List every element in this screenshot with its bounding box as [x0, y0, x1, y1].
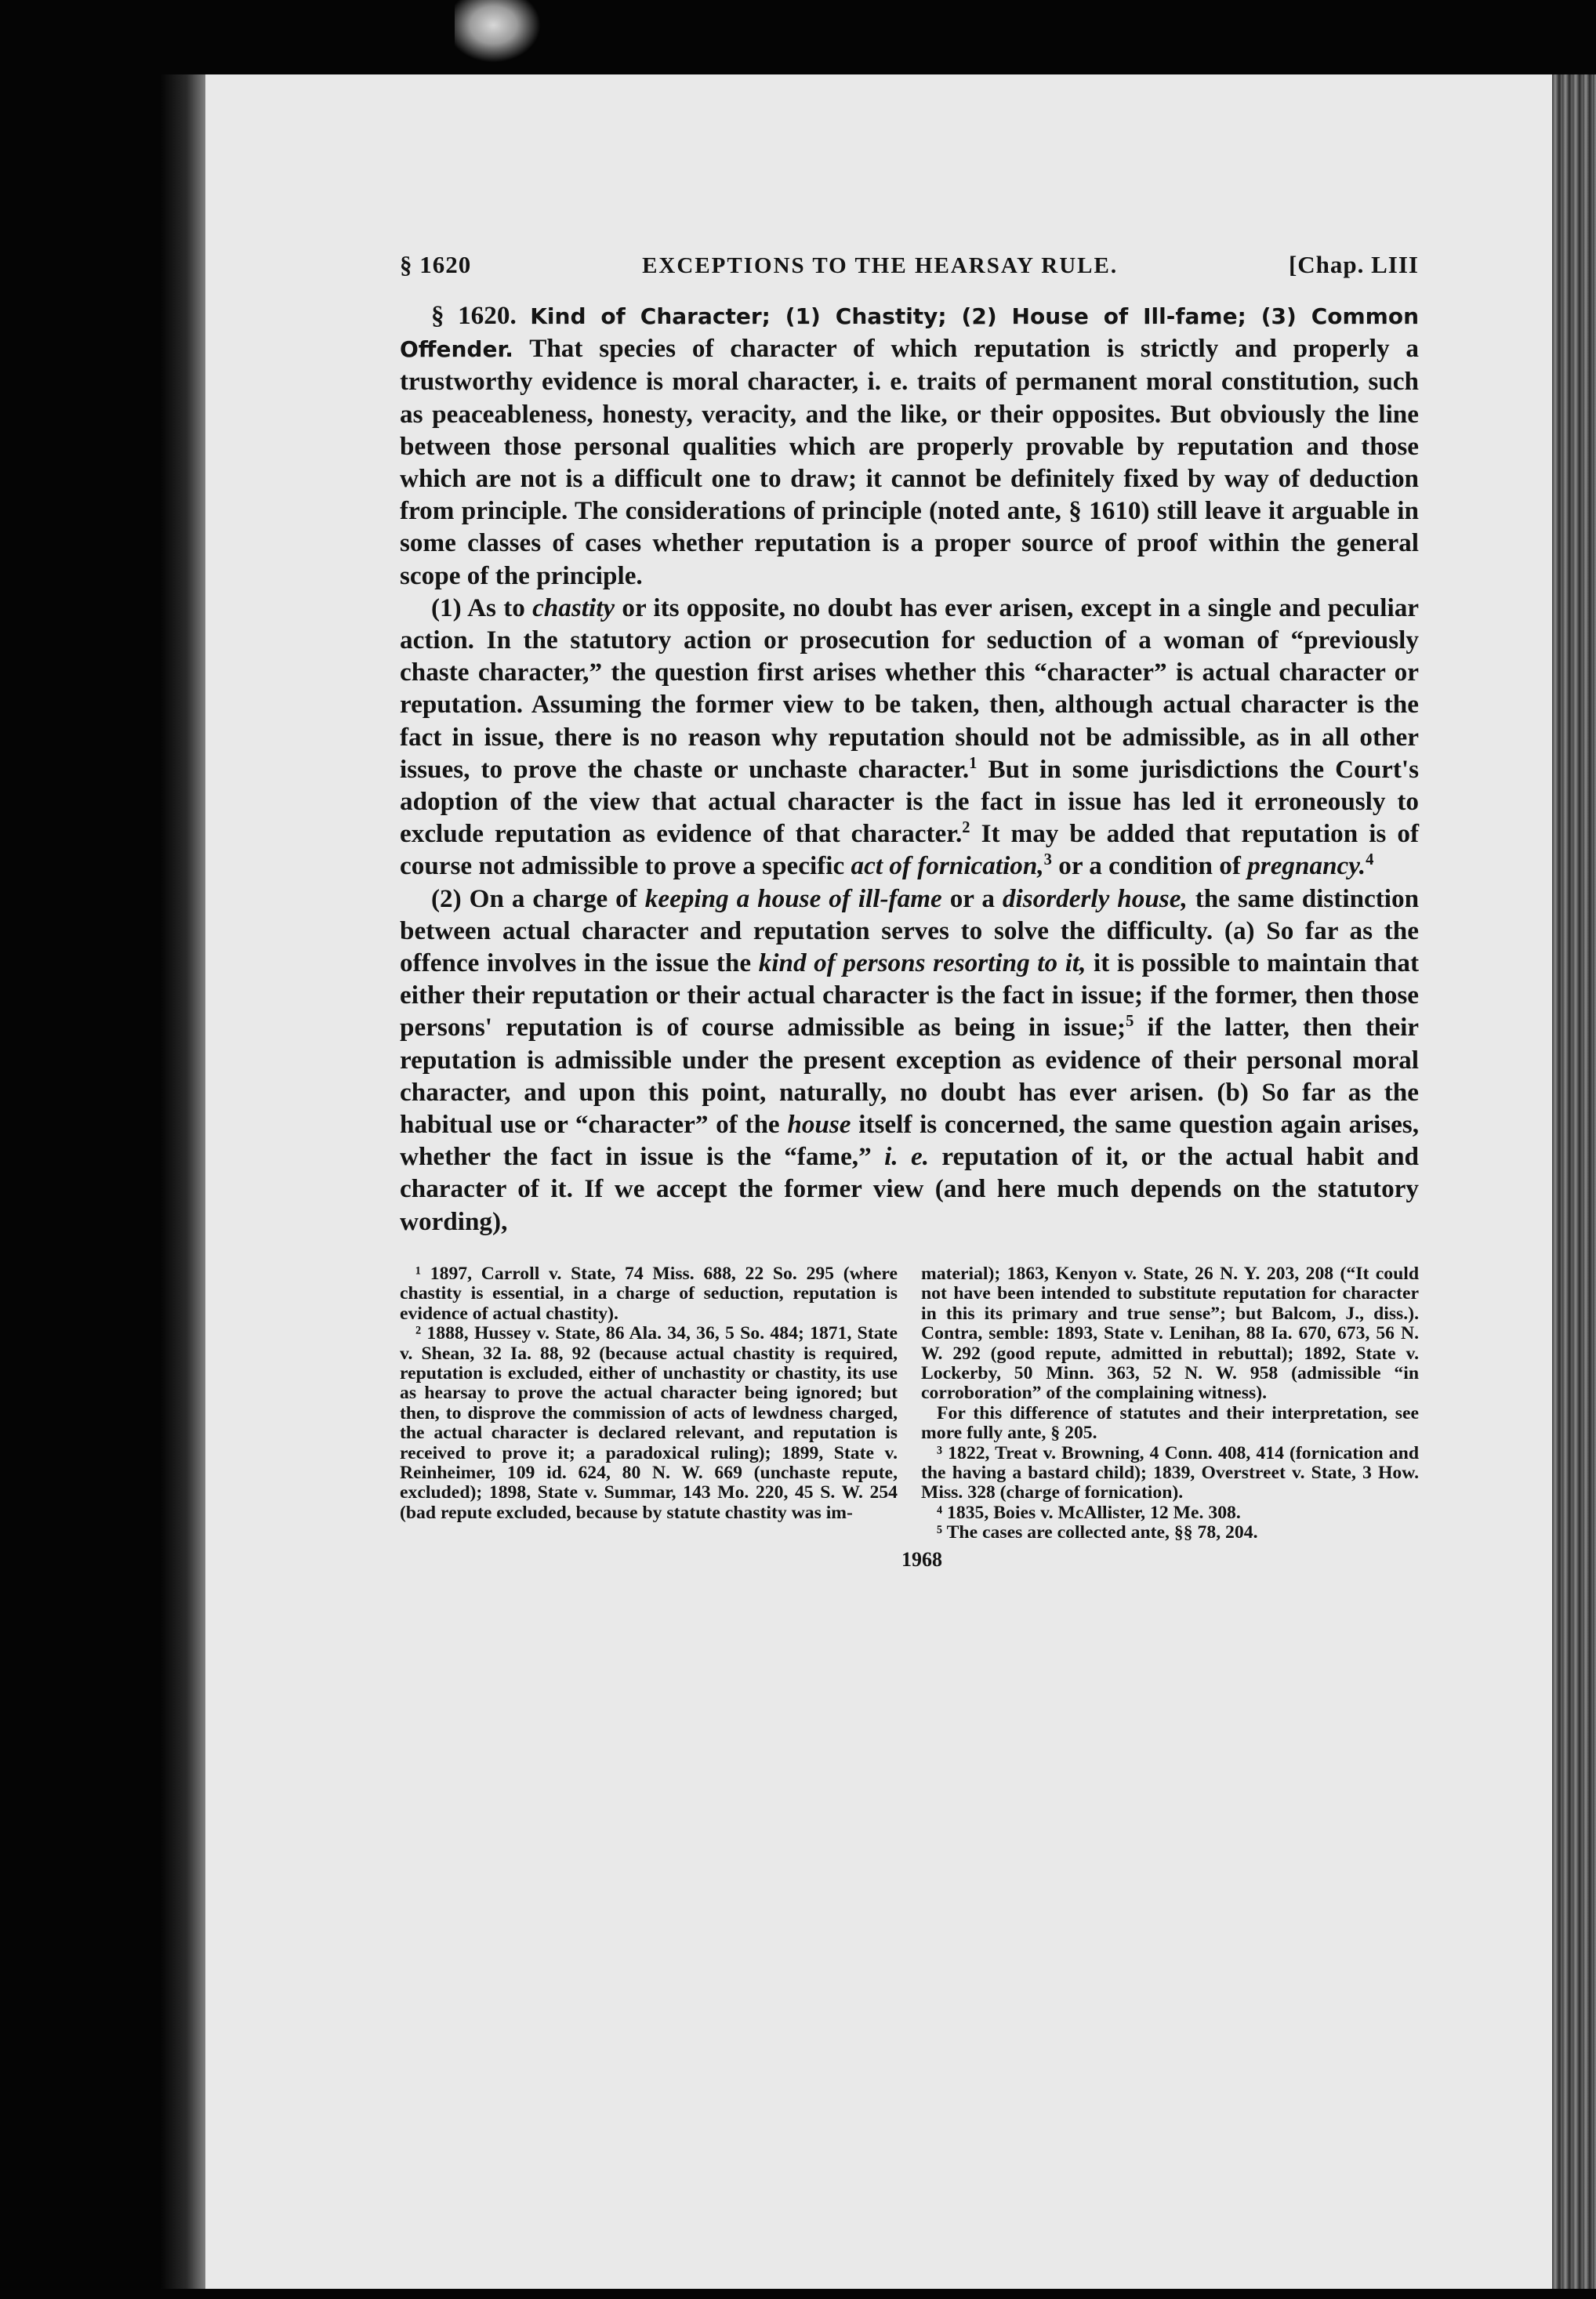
text-run: the same distinction between actual character and reputation serves to solve the difficulty. (a) So far as the offence involves in the issue the	[400, 883, 1420, 978]
footnote-ref: 4	[1366, 851, 1374, 869]
italic-run: act of fornication,	[851, 851, 1044, 881]
italic-run: chastity	[532, 593, 615, 622]
footnotes-right-column	[921, 1264, 1419, 1543]
italic-run: house	[787, 1110, 851, 1140]
running-head-section: § 1620	[400, 251, 472, 278]
italic-run: keeping a house of ill-fame	[644, 883, 942, 913]
footnote-ref: 2	[962, 819, 970, 837]
section-intro-text: That species of character of which reputation is strictly and properly a trustworthy evidence is moral character, i. e. traits of permanent moral constitution, such as peaceableness, honesty, veracity, and the like, or their opposites. But obviously the line between those personal qualities which are properly provable by reputation and those which are not is a difficult one to draw; it cannot be definitely fixed by way of deduction from principle. The considerations of principle (noted ante, § 1610) still leave it arguable in some classes of cases whether reputation is a proper source of proof within the general scope of the principle.	[400, 334, 1420, 590]
footnote-4: ⁴ 1835, Boies v. McAllister, 12 Me. 308.	[937, 1502, 1241, 1523]
page-content	[400, 251, 1419, 1572]
running-head	[400, 251, 1419, 279]
footnote-2-continued: material); 1863, Kenyon v. State, 26 N. Y. 203, 208 (“It could not have been intended to substitute reputation for character in this its primary and true sense”; but Balcom, J., diss.). Contra, semble: 1893, State v. Lenihan, 88 Ia. 670, 673, 56 N. W. 292 (good repute, admitted in rebuttal); 1892, State v. Lockerby, 50 Minn. 363, 52 N. W. 958 (admissible “in corroboration” of the complaining witness).	[921, 1263, 1419, 1404]
section-intro-paragraph	[400, 299, 1419, 592]
footnote-ref: 5	[1126, 1013, 1134, 1031]
paragraph-chastity	[400, 592, 1419, 883]
text-run: or a	[949, 883, 995, 913]
text-run: (2) On a charge of	[431, 883, 637, 913]
footnote-1: ¹ 1897, Carroll v. State, 74 Miss. 688, 22 So. 295 (where chastity is essential, in a charge of seduction, reputation is evidence of actual chastity).	[400, 1263, 898, 1324]
running-head-chapter: [Chap. LIII	[1288, 251, 1419, 278]
footnotes	[400, 1264, 1419, 1543]
text-run: (1) As to	[431, 593, 525, 622]
footnote-2-note: For this difference of statutes and their interpretation, see more fully ante, § 205.	[921, 1402, 1419, 1444]
section-heading: Kind of Character; (1) Chastity; (2) House of Ill-fame; (3) Common Offender.	[400, 303, 1420, 363]
text-run: itself is concerned, the same question again arises, whether the fact in issue is the “fame,”	[400, 1110, 1420, 1172]
footnote-2: ² 1888, Hussey v. State, 86 Ala. 34, 36, 5 So. 484; 1871, State v. Shean, 32 Ia. 88, 92 (because actual chastity is required, reputation is excluded, either of unchastity or chastity, its use as hearsay to prove the actual character being ignored; but then, to disprove the commission of acts of lewdness charged, the actual character is declared relevant, and reputation is received to prove it; a paradoxical ruling); 1899, State v. Reinheimer, 109 id. 624, 80 N. W. 669 (unchaste repute, excluded); 1898, State v. Summar, 143 Mo. 220, 45 S. W. 254 (bad repute excluded, because by statute chastity was im-	[400, 1323, 898, 1523]
text-run: it is possible to maintain that either their reputation or their actual character is the fact in issue; if the former, then those persons' reputation is of course admissible as being in issue;	[400, 948, 1420, 1043]
text-run: or a condition of	[1058, 851, 1241, 881]
footnote-3: ³ 1822, Treat v. Browning, 4 Conn. 408, 414 (fornication and the having a bastard child); 1839, Overstreet v. State, 3 How. Miss. 328 (charge of fornication).	[921, 1442, 1419, 1503]
page-gutter-shadow	[161, 74, 208, 2289]
footnote-ref: 3	[1043, 851, 1052, 869]
italic-run: i. e.	[884, 1142, 930, 1172]
page-number: 1968	[901, 1547, 942, 1571]
text-run: But in some jurisdictions the Court's adoption of the view that actual character is the fact in issue has led it erroneously to exclude reputation as evidence of that character.	[400, 754, 1419, 849]
italic-run: pregnancy.	[1247, 851, 1366, 881]
section-number: § 1620.	[431, 301, 517, 330]
scan-artifact	[455, 0, 541, 63]
footnote-ref: 1	[969, 754, 978, 772]
running-head-title: EXCEPTIONS TO THE HEARSAY RULE.	[642, 253, 1119, 278]
text-run: reputation of it, or the actual habit and character of it. If we accept the former view (and here much depends on the statutory wording),	[400, 1142, 1419, 1236]
italic-run: disorderly house,	[1002, 883, 1188, 913]
body-text	[400, 299, 1419, 1238]
text-run: or its opposite, no doubt has ever arisen, except in a single and peculiar action. In the statutory action or prosecution for seduction of a woman of “previously chaste character,” the question first arises whether this “character” is actual character or reputation. Assuming the former view to be taken, then, although actual character is the fact in issue, there is no reason why reputation should not be admissible, as in all other issues, to prove the chaste or unchaste character.	[400, 593, 1420, 784]
footnote-5: ⁵ The cases are collected ante, §§ 78, 204.	[937, 1522, 1258, 1543]
footnotes-left-column	[400, 1264, 898, 1543]
text-run: It may be added that reputation is of course not admissible to prove a specific	[400, 819, 1419, 881]
text-run: if the latter, then their reputation is admissible under the present exception as evidence of their personal moral character, and upon this point, naturally, no doubt has ever arisen. (b) So far as the habitual use or “character” of the	[400, 1013, 1420, 1140]
page-edge	[1552, 74, 1596, 2289]
italic-run: kind of persons resorting to it,	[758, 948, 1086, 978]
paragraph-house-of-ill-fame	[400, 883, 1419, 1238]
